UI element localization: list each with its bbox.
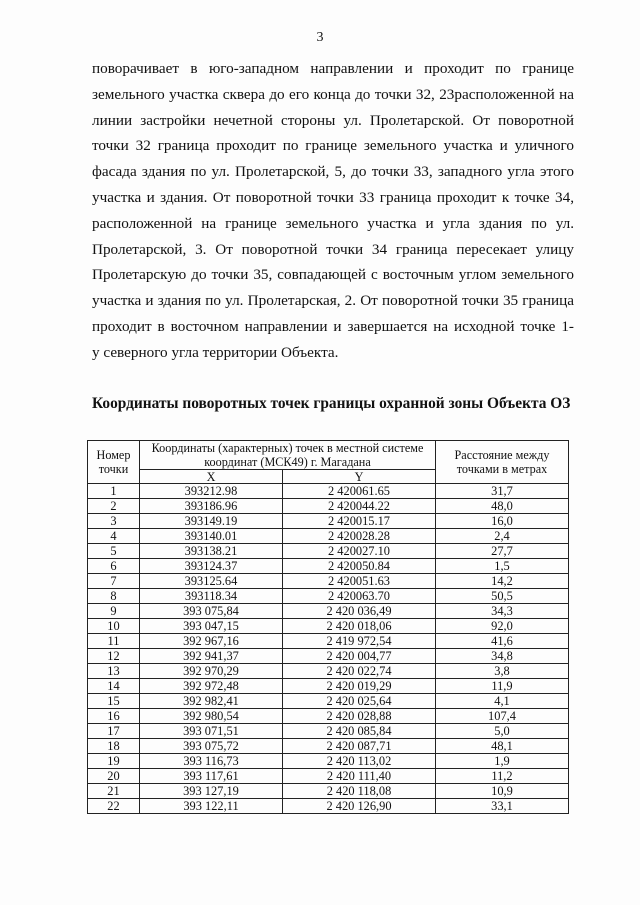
cell-x: 392 970,29	[140, 664, 283, 679]
cell-x: 393138.21	[140, 544, 283, 559]
paragraph-line: участка и здания по ул. Пролетарская, 2. От поворотной точки 35 граница	[92, 292, 574, 310]
paragraph-line: фасада здания по ул. Пролетарской, 5, до точки 33, западного угла этого	[92, 163, 574, 181]
table-row	[88, 544, 569, 559]
cell-distance: 4,1	[436, 694, 569, 709]
coordinates-table	[87, 440, 569, 814]
paragraph-line: расположенной на границе земельного участка и угла здания по ул.	[92, 214, 574, 232]
page-number: 3	[316, 30, 324, 45]
cell-point-number: 12	[88, 649, 140, 664]
table-row	[88, 484, 569, 499]
cell-point-number: 9	[88, 604, 140, 619]
cell-x: 393118.34	[140, 589, 283, 604]
cell-distance: 50,5	[436, 589, 569, 604]
cell-y: 2 420 118,08	[283, 784, 436, 799]
cell-y: 2 420044.22	[283, 499, 436, 514]
cell-point-number: 6	[88, 559, 140, 574]
table-row	[88, 769, 569, 784]
cell-x: 392 982,41	[140, 694, 283, 709]
paragraph-line: проходит в восточном направлении и завершается на исходной точке 1-	[92, 317, 574, 335]
cell-y: 2 420 028,88	[283, 709, 436, 724]
table-row	[88, 664, 569, 679]
cell-x: 393124.37	[140, 559, 283, 574]
boundary-description-paragraph	[92, 56, 574, 366]
paragraph-line: у северного угла территории Объекта.	[92, 343, 339, 361]
cell-y: 2 420 022,74	[283, 664, 436, 679]
cell-distance: 10,9	[436, 784, 569, 799]
table-row	[88, 559, 569, 574]
paragraph-line: участка и здания. От поворотной точки 33 граница проходит к точке 34,	[92, 188, 574, 206]
cell-y: 2 420051.63	[283, 574, 436, 589]
cell-x: 393 075,84	[140, 604, 283, 619]
cell-point-number: 14	[88, 679, 140, 694]
cell-point-number: 19	[88, 754, 140, 769]
cell-x: 393 071,51	[140, 724, 283, 739]
cell-x: 392 967,16	[140, 634, 283, 649]
table-row	[88, 514, 569, 529]
cell-x: 393 047,15	[140, 619, 283, 634]
cell-x: 393 116,73	[140, 754, 283, 769]
cell-x: 393212.98	[140, 484, 283, 499]
table-row	[88, 499, 569, 514]
table-row	[88, 619, 569, 634]
table-row	[88, 799, 569, 814]
cell-y: 2 420063.70	[283, 589, 436, 604]
table-row	[88, 709, 569, 724]
cell-x: 392 980,54	[140, 709, 283, 724]
header-y: Y	[283, 470, 436, 484]
paragraph-line: Пролетарскую до точки 35, совпадающей с восточным углом земельного	[92, 266, 574, 284]
cell-point-number: 2	[88, 499, 140, 514]
cell-distance: 107,4	[436, 709, 569, 724]
table-row	[88, 694, 569, 709]
cell-x: 392 972,48	[140, 679, 283, 694]
cell-point-number: 11	[88, 634, 140, 649]
cell-point-number: 13	[88, 664, 140, 679]
cell-x: 393186.96	[140, 499, 283, 514]
cell-distance: 5,0	[436, 724, 569, 739]
cell-distance: 1,9	[436, 754, 569, 769]
table-row	[88, 754, 569, 769]
cell-y: 2 420 018,06	[283, 619, 436, 634]
cell-y: 2 420 004,77	[283, 649, 436, 664]
cell-x: 393 122,11	[140, 799, 283, 814]
cell-x: 392 941,37	[140, 649, 283, 664]
paragraph-line: линии застройки нечетной стороны ул. Пролетарской. От поворотной	[92, 111, 574, 129]
cell-distance: 1,5	[436, 559, 569, 574]
cell-point-number: 1	[88, 484, 140, 499]
cell-y: 2 420 085,84	[283, 724, 436, 739]
cell-y: 2 419 972,54	[283, 634, 436, 649]
header-point-number: Номер точки	[88, 441, 140, 484]
cell-distance: 3,8	[436, 664, 569, 679]
paragraph-line: точки 32 граница проходит по границе земельного участка и уличного	[92, 137, 574, 155]
cell-point-number: 21	[88, 784, 140, 799]
cell-x: 393149.19	[140, 514, 283, 529]
cell-point-number: 8	[88, 589, 140, 604]
table-row	[88, 724, 569, 739]
header-x: X	[140, 470, 283, 484]
cell-point-number: 5	[88, 544, 140, 559]
cell-x: 393 117,61	[140, 769, 283, 784]
cell-point-number: 3	[88, 514, 140, 529]
cell-distance: 14,2	[436, 574, 569, 589]
paragraph-line: земельного участка сквера до его конца до точки 32, 23расположенной на	[92, 85, 574, 103]
cell-y: 2 420061.65	[283, 484, 436, 499]
cell-y: 2 420 025,64	[283, 694, 436, 709]
cell-distance: 41,6	[436, 634, 569, 649]
cell-distance: 34,3	[436, 604, 569, 619]
cell-point-number: 16	[88, 709, 140, 724]
cell-distance: 11,2	[436, 769, 569, 784]
cell-point-number: 10	[88, 619, 140, 634]
section-heading: Координаты поворотных точек границы охранной зоны Объекта ОЗ	[92, 395, 571, 412]
cell-x: 393 075,72	[140, 739, 283, 754]
cell-distance: 48,1	[436, 739, 569, 754]
header-distance: Расстояние между точками в метрах	[436, 441, 569, 484]
cell-point-number: 22	[88, 799, 140, 814]
cell-distance: 34,8	[436, 649, 569, 664]
table-row	[88, 649, 569, 664]
paragraph-line: Пролетарской, 3. От поворотной точки 34 граница пересекает улицу	[92, 240, 574, 258]
table-row	[88, 634, 569, 649]
coordinates-table-body	[88, 484, 569, 814]
cell-x: 393125.64	[140, 574, 283, 589]
table-row	[88, 529, 569, 544]
cell-distance: 31,7	[436, 484, 569, 499]
cell-point-number: 20	[88, 769, 140, 784]
cell-distance: 2,4	[436, 529, 569, 544]
table-row	[88, 784, 569, 799]
cell-x: 393140.01	[140, 529, 283, 544]
cell-distance: 33,1	[436, 799, 569, 814]
header-coordinates: Координаты (характерных) точек в местной системе координат (МСК49) г. Магадана	[140, 441, 436, 470]
cell-x: 393 127,19	[140, 784, 283, 799]
cell-y: 2 420 111,40	[283, 769, 436, 784]
cell-point-number: 7	[88, 574, 140, 589]
paragraph-line: поворачивает в юго-западном направлении и проходит по границе	[92, 60, 574, 77]
cell-y: 2 420015.17	[283, 514, 436, 529]
table-row	[88, 589, 569, 604]
cell-point-number: 15	[88, 694, 140, 709]
cell-y: 2 420027.10	[283, 544, 436, 559]
cell-point-number: 17	[88, 724, 140, 739]
table-row	[88, 739, 569, 754]
cell-point-number: 4	[88, 529, 140, 544]
cell-y: 2 420 019,29	[283, 679, 436, 694]
cell-distance: 27,7	[436, 544, 569, 559]
cell-distance: 16,0	[436, 514, 569, 529]
cell-y: 2 420050.84	[283, 559, 436, 574]
table-row	[88, 604, 569, 619]
cell-point-number: 18	[88, 739, 140, 754]
cell-y: 2 420 113,02	[283, 754, 436, 769]
cell-distance: 11,9	[436, 679, 569, 694]
table-row	[88, 574, 569, 589]
cell-y: 2 420 126,90	[283, 799, 436, 814]
cell-y: 2 420 087,71	[283, 739, 436, 754]
cell-y: 2 420 036,49	[283, 604, 436, 619]
cell-distance: 48,0	[436, 499, 569, 514]
table-row	[88, 679, 569, 694]
coordinates-table-header	[88, 441, 569, 484]
cell-distance: 92,0	[436, 619, 569, 634]
cell-y: 2 420028.28	[283, 529, 436, 544]
